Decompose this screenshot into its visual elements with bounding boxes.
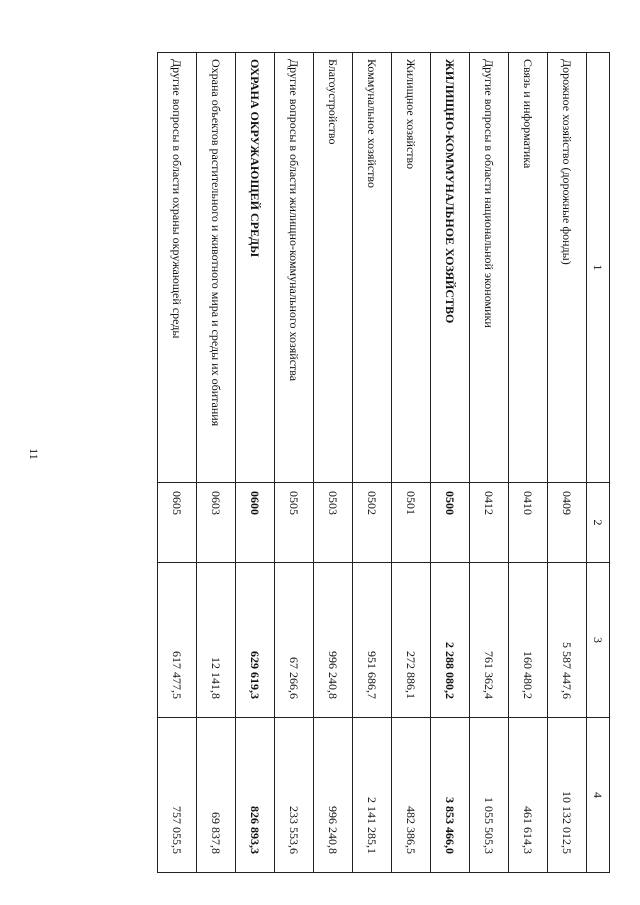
- row-value-col3-cell: 761 362,4: [470, 563, 509, 718]
- row-value-col4-cell: 1 055 505,3: [470, 718, 509, 873]
- row-value-col3-cell: 160 480,2: [509, 563, 548, 718]
- table-row: [158, 53, 197, 873]
- table-row: [314, 53, 353, 873]
- row-value-col3-cell: 2 288 080,2: [431, 563, 470, 718]
- header-col-2: 2: [587, 483, 610, 563]
- table-row: [275, 53, 314, 873]
- table-row: [548, 53, 587, 873]
- row-value-col3-cell: 67 266,6: [275, 563, 314, 718]
- header-col-1: 1: [587, 53, 610, 483]
- row-name-cell: Жилищное хозяйство: [392, 53, 431, 483]
- row-value-col4-cell: 2 141 285,1: [353, 718, 392, 873]
- table-row: [236, 53, 275, 873]
- row-value-col4-cell: 69 837,8: [197, 718, 236, 873]
- row-name-cell: ОХРАНА ОКРУЖАЮЩЕЙ СРЕДЫ: [236, 53, 275, 483]
- row-code-cell: 0503: [314, 483, 353, 563]
- row-name-cell: Благоустройство: [314, 53, 353, 483]
- table-row: [509, 53, 548, 873]
- row-code-cell: 0502: [353, 483, 392, 563]
- row-value-col3-cell: 12 141,8: [197, 563, 236, 718]
- table-row: [197, 53, 236, 873]
- row-value-col3-cell: 5 587 447,6: [548, 563, 587, 718]
- header-col-3: 3: [587, 563, 610, 718]
- budget-table-container: [82, 52, 610, 872]
- row-value-col4-cell: 3 853 466,0: [431, 718, 470, 873]
- row-value-col3-cell: 996 240,8: [314, 563, 353, 718]
- row-code-cell: 0505: [275, 483, 314, 563]
- table-row: [431, 53, 470, 873]
- row-name-cell: Другие вопросы в области охраны окружающей среды: [158, 53, 197, 483]
- row-value-col3-cell: 617 477,5: [158, 563, 197, 718]
- header-col-4: 4: [587, 718, 610, 873]
- row-code-cell: 0412: [470, 483, 509, 563]
- row-code-cell: 0409: [548, 483, 587, 563]
- row-name-cell: ЖИЛИЩНО-КОММУНАЛЬНОЕ ХОЗЯЙСТВО: [431, 53, 470, 483]
- row-value-col3-cell: 272 886,1: [392, 563, 431, 718]
- row-value-col3-cell: 951 686,7: [353, 563, 392, 718]
- row-code-cell: 0500: [431, 483, 470, 563]
- row-code-cell: 0605: [158, 483, 197, 563]
- row-value-col4-cell: 461 614,3: [509, 718, 548, 873]
- table-row: [353, 53, 392, 873]
- table-body: [158, 53, 587, 873]
- row-name-cell: Другие вопросы в области национальной экономики: [470, 53, 509, 483]
- row-name-cell: Связь и информатика: [509, 53, 548, 483]
- budget-table: [157, 52, 610, 873]
- row-value-col3-cell: 629 619,3: [236, 563, 275, 718]
- row-value-col4-cell: 482 386,5: [392, 718, 431, 873]
- row-name-cell: Коммунальное хозяйство: [353, 53, 392, 483]
- row-name-cell: Дорожное хозяйство (дорожные фонды): [548, 53, 587, 483]
- row-code-cell: 0410: [509, 483, 548, 563]
- table-header-row: [587, 53, 610, 873]
- row-value-col4-cell: 757 055,5: [158, 718, 197, 873]
- table-row: [470, 53, 509, 873]
- row-code-cell: 0600: [236, 483, 275, 563]
- page-number: 11: [27, 448, 41, 460]
- row-name-cell: Охрана объектов растительного и животного мира и среды их обитания: [197, 53, 236, 483]
- row-value-col4-cell: 996 240,8: [314, 718, 353, 873]
- row-code-cell: 0501: [392, 483, 431, 563]
- row-value-col4-cell: 826 893,3: [236, 718, 275, 873]
- table-row: [392, 53, 431, 873]
- row-code-cell: 0603: [197, 483, 236, 563]
- row-value-col4-cell: 10 132 012,5: [548, 718, 587, 873]
- row-value-col4-cell: 233 553,6: [275, 718, 314, 873]
- row-name-cell: Другие вопросы в области жилищно-коммунального хозяйства: [275, 53, 314, 483]
